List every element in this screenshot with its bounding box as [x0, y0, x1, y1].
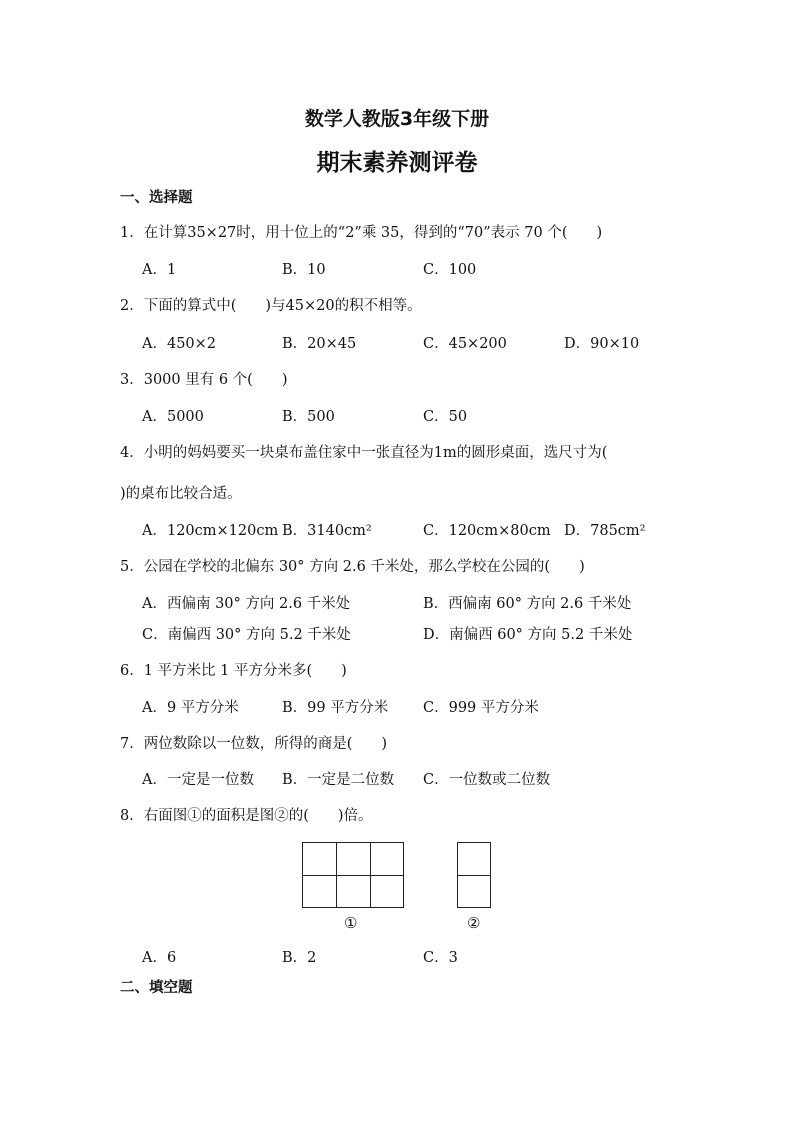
q3-option-a: A．5000: [142, 409, 204, 425]
q7-option-c: C．一位数或二位数: [423, 772, 551, 788]
figure-2-grid: [457, 842, 491, 908]
q5-option-a: A．西偏南 30° 方向 2.6 千米处: [142, 596, 351, 612]
q6-option-b: B．99 平方分米: [282, 700, 389, 716]
q4-option-a: A．120cm×120cm: [142, 523, 279, 539]
q4-option-d: D．785cm²: [564, 523, 646, 539]
question-3: 3．3000 里有 6 个( ): [120, 372, 288, 388]
figure-1-label: ①: [344, 914, 358, 932]
q6-option-a: A．9 平方分米: [142, 700, 239, 716]
q2-option-b: B．20×45: [282, 336, 357, 352]
section-heading-choice: 一、选择题: [120, 190, 193, 206]
question-2: 2．下面的算式中( )与45×20的积不相等。: [120, 298, 422, 314]
grid-cell: [302, 875, 337, 908]
q2-option-d: D．90×10: [564, 336, 640, 352]
q5-option-d: D．南偏西 60° 方向 5.2 千米处: [423, 627, 633, 643]
grid-cell: [457, 842, 491, 876]
question-8: 8．右面图①的面积是图②的( )倍。: [120, 808, 373, 824]
q8-option-c: C．3: [423, 950, 458, 966]
q5-option-c: C．南偏西 30° 方向 5.2 千米处: [142, 627, 351, 643]
q4-option-c: C．120cm×80cm: [423, 523, 551, 539]
question-4-continued: )的桌布比较合适。: [120, 486, 242, 502]
q2-option-c: C．45×200: [423, 336, 507, 352]
section-heading-fill-in: 二、填空题: [120, 980, 193, 996]
q3-option-b: B．500: [282, 409, 335, 425]
document-title: 数学人教版3年级下册: [304, 108, 490, 130]
q7-option-a: A．一定是一位数: [142, 772, 254, 788]
question-7: 7．两位数除以一位数，所得的商是( ): [120, 736, 388, 752]
grid-cell: [336, 875, 371, 908]
grid-cell: [457, 875, 491, 908]
q1-option-a: A．1: [142, 262, 177, 278]
q1-option-b: B．10: [282, 262, 326, 278]
q7-option-b: B．一定是二位数: [282, 772, 395, 788]
question-5: 5．公园在学校的北偏东 30° 方向 2.6 千米处，那么学校在公园的( ): [120, 559, 585, 575]
question-4: 4．小明的妈妈要买一块桌布盖住家中一张直径为1m的圆形桌面，选尺寸为(: [120, 445, 608, 461]
grid-cell: [302, 842, 337, 876]
figure-1-grid: [302, 842, 404, 908]
q5-option-b: B．西偏南 60° 方向 2.6 千米处: [423, 596, 632, 612]
document-subtitle: 期末素养测评卷: [316, 150, 478, 176]
q1-option-c: C．100: [423, 262, 477, 278]
grid-cell: [370, 875, 404, 908]
q2-option-a: A．450×2: [142, 336, 217, 352]
grid-cell: [370, 842, 404, 876]
question-1: 1．在计算35×27时，用十位上的“2”乘 35，得到的“70”表示 70 个( ): [120, 225, 603, 241]
grid-cell: [336, 842, 371, 876]
question-6: 6．1 平方米比 1 平方分米多( ): [120, 663, 347, 679]
q8-option-b: B．2: [282, 950, 317, 966]
q6-option-c: C．999 平方分米: [423, 700, 539, 716]
q3-option-c: C．50: [423, 409, 468, 425]
q4-option-b: B．3140cm²: [282, 523, 372, 539]
figure-2-label: ②: [467, 914, 481, 932]
q8-option-a: A．6: [142, 950, 177, 966]
